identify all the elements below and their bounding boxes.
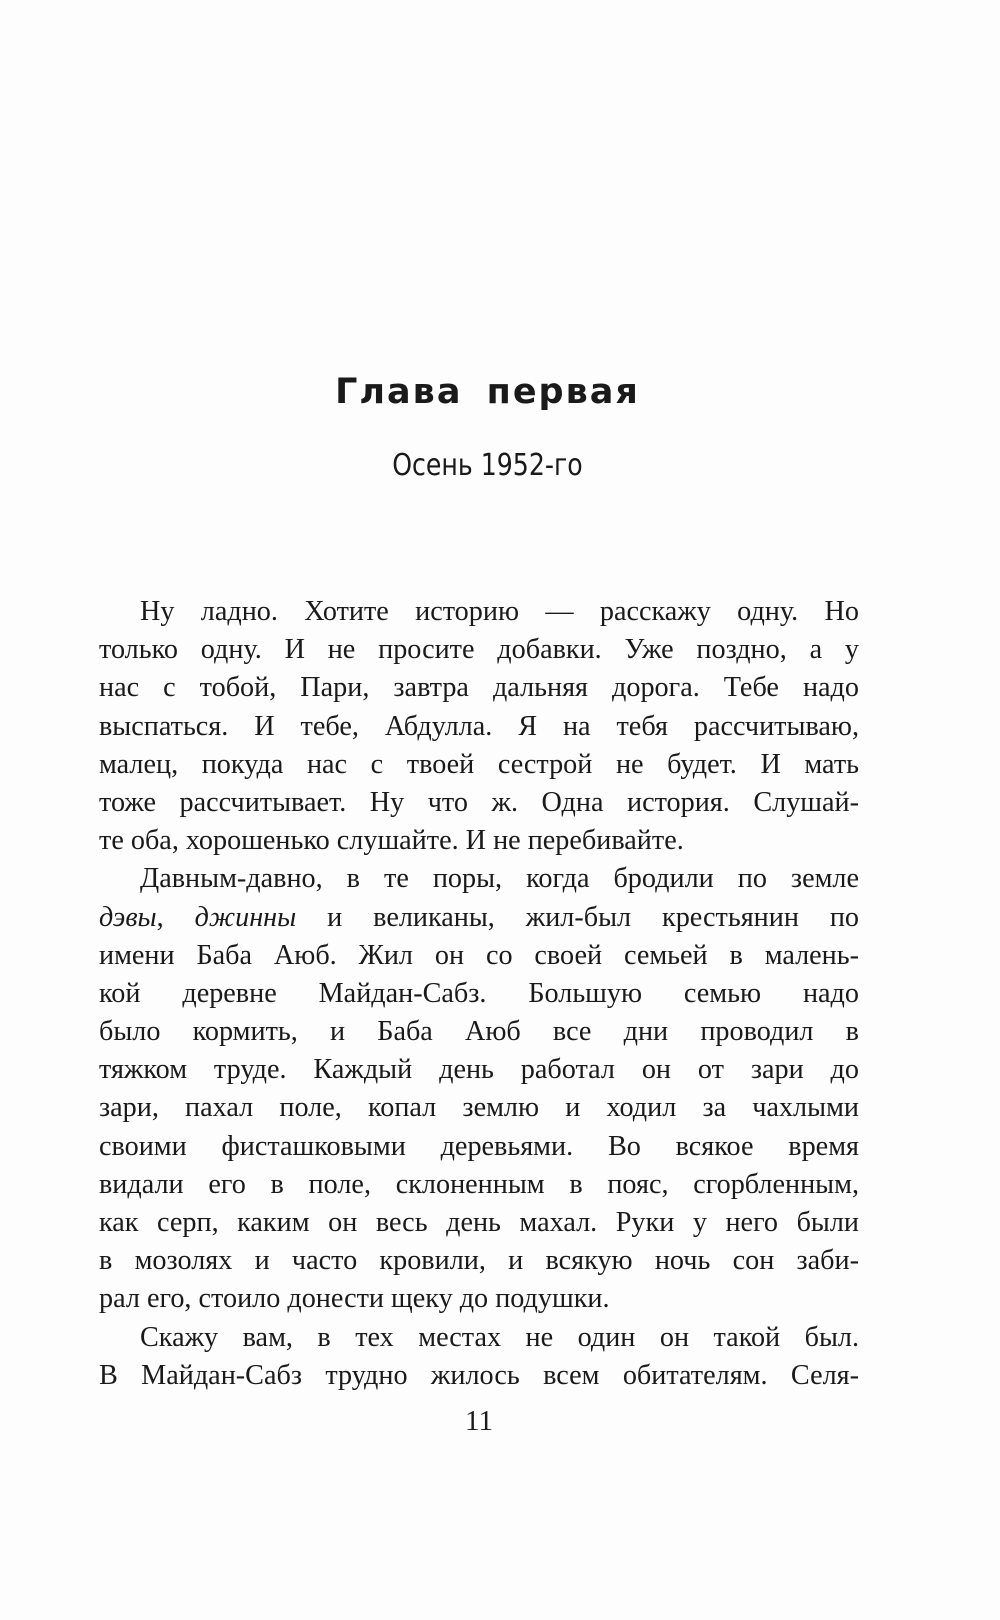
text-line: малец, покуда нас с твоей сестрой не будет. И мать (99, 748, 859, 780)
text-line: кой деревне Майдан-Сабз. Большую семью надо (99, 977, 859, 1009)
text-line: было кормить, и Баба Аюб все дни проводил в (99, 1016, 859, 1048)
text-line: В Майдан-Сабз трудно жилось всем обитателям. Селя- (99, 1359, 859, 1391)
text-line-with-italics (99, 899, 859, 937)
page-number: 11 (465, 1405, 493, 1437)
body-text (99, 593, 859, 1395)
text-fragment: , (156, 901, 195, 933)
text-line: те оба, хорошенько слушайте. И не перебивайте. (99, 825, 684, 857)
text-line: тоже рассчитывает. Ну что ж. Одна история. Слушай- (99, 786, 859, 818)
text-line: видали его в поле, склоненным в пояс, сгорбленным, (99, 1168, 859, 1200)
chapter-subtitle: Осень 1952-го (392, 448, 583, 483)
text-line: имени Баба Аюб. Жил он со своей семьей в малень- (99, 939, 859, 971)
text-line: рал его, стоило донести щеку до подушки. (99, 1283, 610, 1315)
italic-word: джинны (194, 901, 297, 933)
text-line: своими фисташковыми деревьями. Во всякое время (99, 1130, 859, 1162)
text-line: Давным-давно, в те поры, когда бродили по земле (140, 863, 859, 895)
italic-word: дэвы (99, 901, 157, 933)
text-line: Скажу вам, в тех местах не один он такой был. (140, 1321, 859, 1353)
text-line: зари, пахал поле, копал землю и ходил за чахлыми (99, 1092, 859, 1124)
text-fragment: и великаны, жил-был крестьянин по (296, 901, 860, 933)
text-line: только одну. И не просите добавки. Уже поздно, а у (99, 634, 859, 666)
text-line: выспаться. И тебе, Абдулла. Я на тебя рассчитываю, (99, 710, 859, 742)
text-line: Ну ладно. Хотите историю — расскажу одну. Но (140, 596, 859, 627)
text-line: тяжком труде. Каждый день работал он от зари до (99, 1054, 859, 1086)
text-line: нас с тобой, Пари, завтра дальняя дорога. Тебе надо (99, 672, 859, 704)
text-line: в мозолях и часто кровили, и всякую ночь сон заби- (99, 1245, 859, 1277)
chapter-title: Глава первая (335, 372, 640, 412)
text-line: как серп, каким он весь день махал. Руки у него были (99, 1207, 859, 1238)
